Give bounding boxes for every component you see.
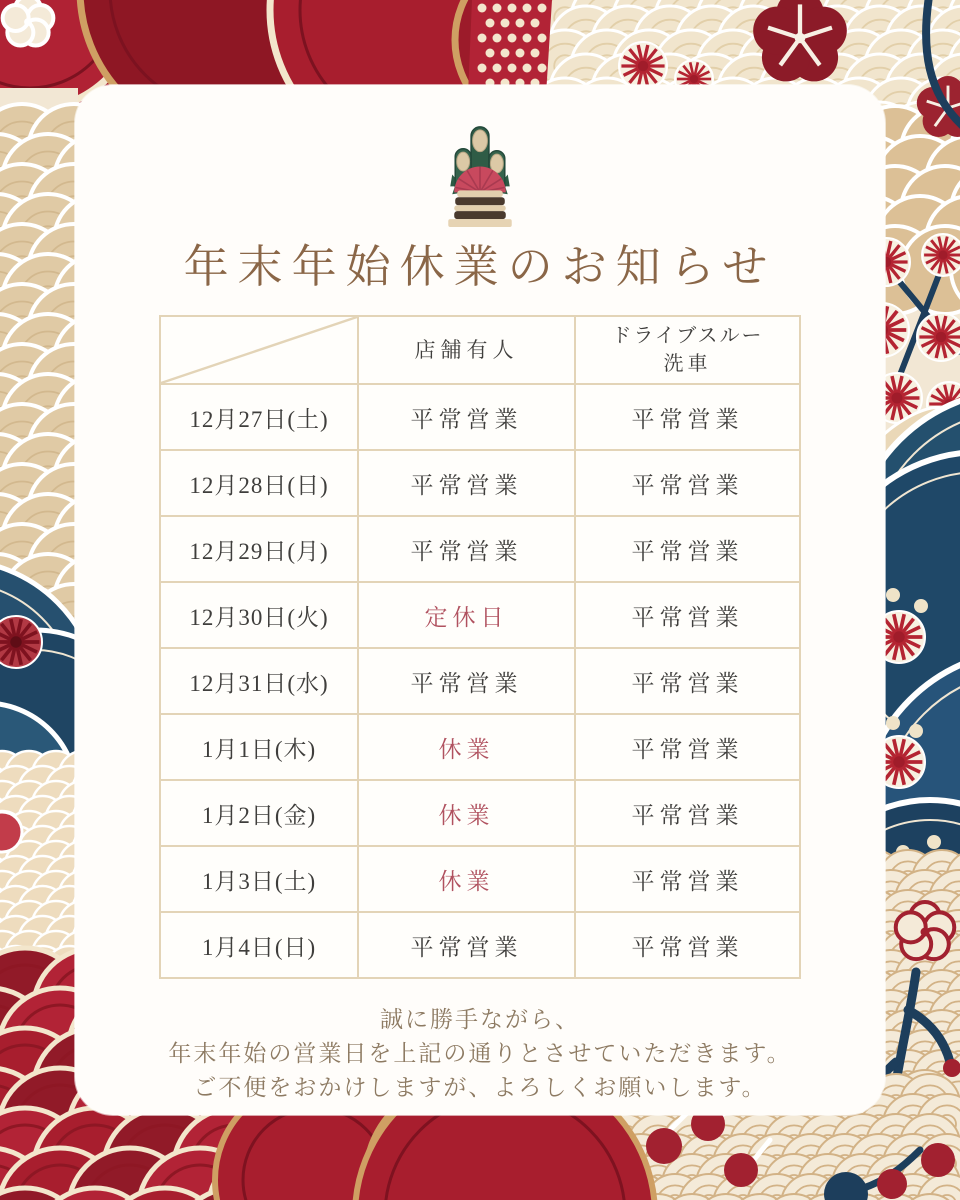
table-row [160, 450, 800, 516]
date-cell: 12月30日(火) [160, 582, 358, 648]
table-row [160, 648, 800, 714]
date-cell: 12月28日(日) [160, 450, 358, 516]
column-header-wash-line1: ドライブスルー [611, 325, 764, 348]
column-header-wash [575, 316, 800, 384]
store-status-cell: 休業 [358, 714, 575, 780]
table-row [160, 912, 800, 978]
wash-status-cell: 平常営業 [575, 516, 800, 582]
date-cell: 12月31日(水) [160, 648, 358, 714]
store-status-cell: 定休日 [358, 582, 575, 648]
wash-status-cell: 平常営業 [575, 648, 800, 714]
column-header-store: 店舗有人 [358, 316, 575, 384]
store-status-cell: 休業 [358, 780, 575, 846]
wash-status-cell: 平常営業 [575, 582, 800, 648]
footer-note [75, 1003, 885, 1105]
table-row [160, 384, 800, 450]
date-cell: 1月3日(土) [160, 846, 358, 912]
notice-card [75, 85, 885, 1115]
wash-status-cell: 平常営業 [575, 714, 800, 780]
footer-line-1: 誠に勝手ながら、 [380, 1007, 580, 1033]
table-row [160, 582, 800, 648]
table-row [160, 714, 800, 780]
wash-status-cell: 平常営業 [575, 912, 800, 978]
date-cell: 1月2日(金) [160, 780, 358, 846]
kadomatsu-icon [75, 115, 885, 229]
date-cell: 12月29日(月) [160, 516, 358, 582]
footer-line-2: 年末年始の営業日を上記の通りとさせていただきます。 [168, 1041, 792, 1067]
store-status-cell: 平常営業 [358, 384, 575, 450]
date-cell: 12月27日(土) [160, 384, 358, 450]
store-status-cell: 休業 [358, 846, 575, 912]
store-status-cell: 平常営業 [358, 648, 575, 714]
column-header-wash-line2: 洗車 [663, 353, 712, 376]
store-status-cell: 平常営業 [358, 912, 575, 978]
header-row [160, 316, 800, 384]
diagonal-line [161, 317, 357, 383]
page-title: 年末年始休業のお知らせ [183, 242, 777, 292]
wash-status-cell: 平常営業 [575, 450, 800, 516]
store-status-cell: 平常営業 [358, 450, 575, 516]
date-cell: 1月1日(木) [160, 714, 358, 780]
schedule-table [159, 315, 801, 979]
table-row [160, 780, 800, 846]
wash-status-cell: 平常営業 [575, 780, 800, 846]
wash-status-cell: 平常営業 [575, 846, 800, 912]
table-row [160, 846, 800, 912]
table-row [160, 516, 800, 582]
footer-line-3: ご不便をおかけしますが、よろしくお願いします。 [193, 1075, 767, 1101]
store-status-cell: 平常営業 [358, 516, 575, 582]
wash-status-cell: 平常営業 [575, 384, 800, 450]
date-cell: 1月4日(日) [160, 912, 358, 978]
corner-cell [160, 316, 358, 384]
